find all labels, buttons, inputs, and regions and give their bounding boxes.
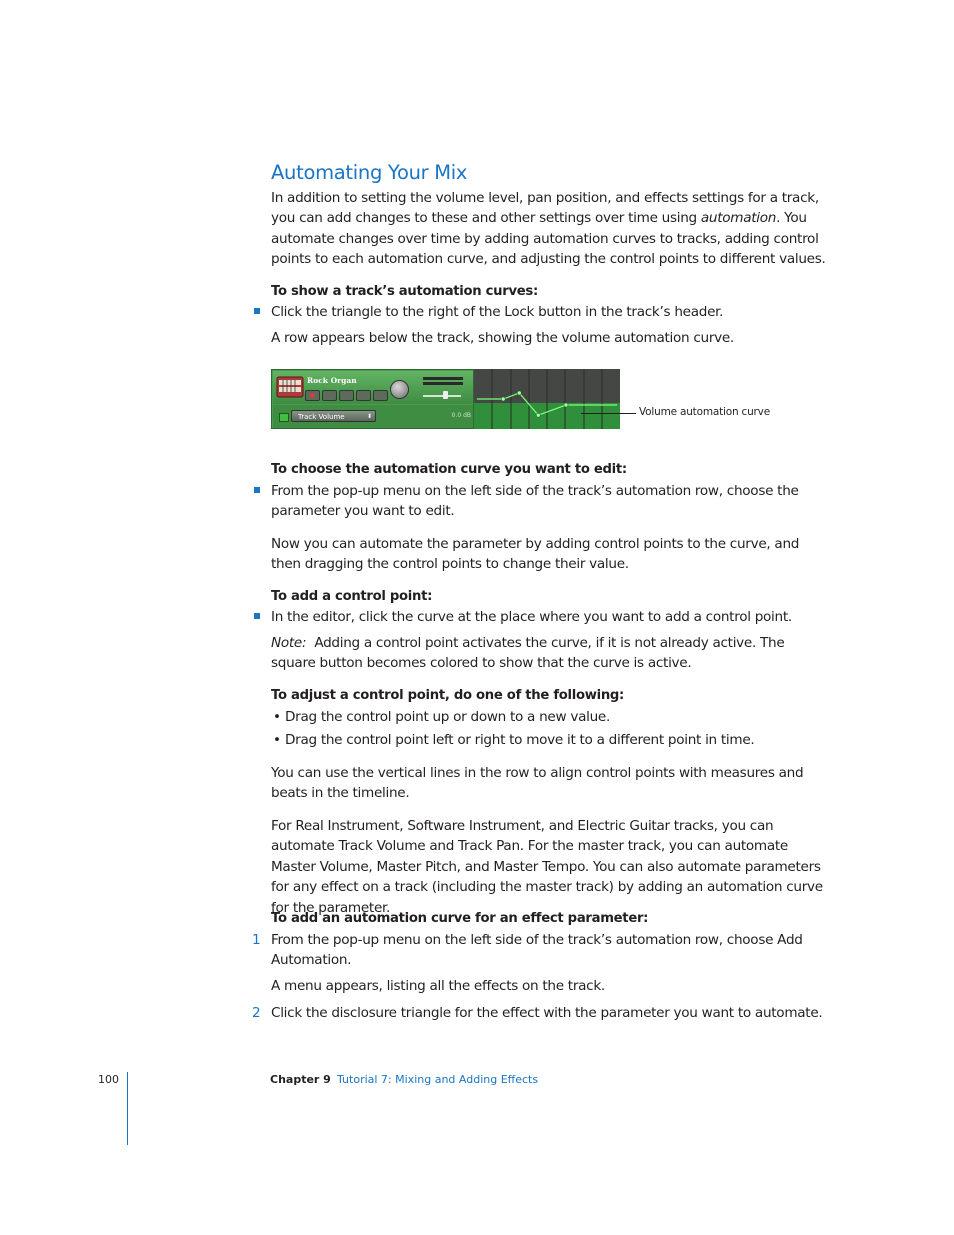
intro-emphasis: automation: [700, 210, 777, 227]
adjust-para1: You can use the vertical lines in the row to align control points with measures and beats in the timeline.: [271, 765, 804, 802]
curve-active-square-button[interactable]: [279, 413, 289, 422]
db-readout: 0.0 dB: [451, 412, 471, 419]
chapter-label: Chapter 9: [270, 1073, 331, 1086]
bullet-square-icon: [254, 308, 260, 314]
bullet-dot: •: [273, 732, 282, 748]
organ-icon: [276, 374, 304, 400]
automation-curve-graphic: [474, 369, 620, 429]
step-number: 1: [252, 932, 261, 948]
record-button[interactable]: ●: [305, 390, 320, 401]
step-text: Click the disclosure triangle for the effect with the parameter you want to automate.: [271, 1005, 823, 1021]
control-point: [517, 391, 521, 395]
control-point: [564, 403, 568, 407]
volume-slider-thumb[interactable]: [443, 391, 448, 399]
level-meter-right: [423, 382, 463, 385]
intro-paragraph: [271, 188, 831, 270]
adjust-heading: To adjust a control point, do one of the following:: [271, 688, 625, 703]
footer-rule: [127, 1072, 128, 1145]
choose-after: Now you can automate the parameter by adding control points to the curve, and then dragging the control points to change their value.: [271, 536, 800, 573]
track-name: Rock Organ: [307, 376, 357, 385]
track-buttons: [305, 390, 388, 400]
choose-bullet: From the pop-up menu on the left side of the track’s automation row, choose the parameter you want to edit.: [271, 483, 799, 520]
track-header-top: [273, 371, 473, 404]
add-point-bullet: In the editor, click the curve at the place where you want to add a control point.: [271, 609, 792, 625]
popup-arrows-icon: ⬍: [366, 413, 372, 420]
parameter-popup-menu[interactable]: [291, 410, 376, 422]
track-automation-figure: [271, 369, 620, 429]
show-heading: To show a track’s automation curves:: [271, 284, 538, 299]
intro-text-2: . You automate changes over time by adding automation curves to tracks, adding control points to each automation curve, and adjusting the control points to different values.: [271, 210, 826, 268]
popup-label: Track Volume: [298, 413, 345, 421]
page-number: 100: [98, 1073, 119, 1086]
automation-triangle-button[interactable]: [373, 390, 388, 401]
automation-timeline[interactable]: [474, 369, 620, 429]
adjust-item: Drag the control point up or down to a new value.: [285, 709, 610, 725]
step-result: A menu appears, listing all the effects on the track.: [271, 978, 605, 994]
adjust-para2: For Real Instrument, Software Instrument, and Electric Guitar tracks, you can automate Track Volume and Track Pan. For the master track, you can automate Master Volume, Master Pitch, and Master Tempo. You can also automate parameters for any effect on a track (including the master track) by adding an automation curve for the parameter.: [271, 818, 823, 916]
chapter-title-link[interactable]: Tutorial 7: Mixing and Adding Effects: [337, 1073, 539, 1086]
note-text: Adding a control point activates the curve, if it is not already active. The square button becomes colored to show that the curve is active.: [271, 635, 785, 672]
adjust-item: Drag the control point left or right to move it to a different point in time.: [285, 732, 755, 748]
effect-heading: To add an automation curve for an effect parameter:: [271, 911, 649, 926]
bullet-square-icon: [254, 487, 260, 493]
solo-button[interactable]: [339, 390, 354, 401]
note-label: Note:: [271, 635, 307, 651]
control-point: [536, 413, 540, 417]
intro-text-1: In addition to setting the volume level, pan position, and effects settings for a track, you can add changes to these and other settings over time using: [271, 190, 819, 227]
lock-button[interactable]: [356, 390, 371, 401]
control-point: [501, 397, 505, 401]
mute-button[interactable]: [322, 390, 337, 401]
volume-slider-track[interactable]: [423, 395, 461, 397]
callout-label: Volume automation curve: [639, 406, 770, 418]
bullet-dot: •: [273, 709, 282, 725]
track-header: [271, 369, 474, 429]
note-paragraph: [271, 633, 831, 674]
add-point-heading: To add a control point:: [271, 589, 433, 604]
section-title: Automating Your Mix: [271, 161, 468, 184]
show-result: A row appears below the track, showing the volume automation curve.: [271, 330, 734, 346]
pan-knob[interactable]: [390, 380, 409, 399]
step-text: From the pop-up menu on the left side of the track’s automation row, choose Add Automation.: [271, 932, 803, 969]
level-meter-left: [423, 377, 463, 380]
automation-row-header: [273, 405, 473, 428]
choose-heading: To choose the automation curve you want to edit:: [271, 462, 627, 477]
bullet-square-icon: [254, 613, 260, 619]
callout-leader-line: [581, 413, 636, 414]
step-number: 2: [252, 1005, 261, 1021]
show-bullet: Click the triangle to the right of the Lock button in the track’s header.: [271, 304, 724, 320]
